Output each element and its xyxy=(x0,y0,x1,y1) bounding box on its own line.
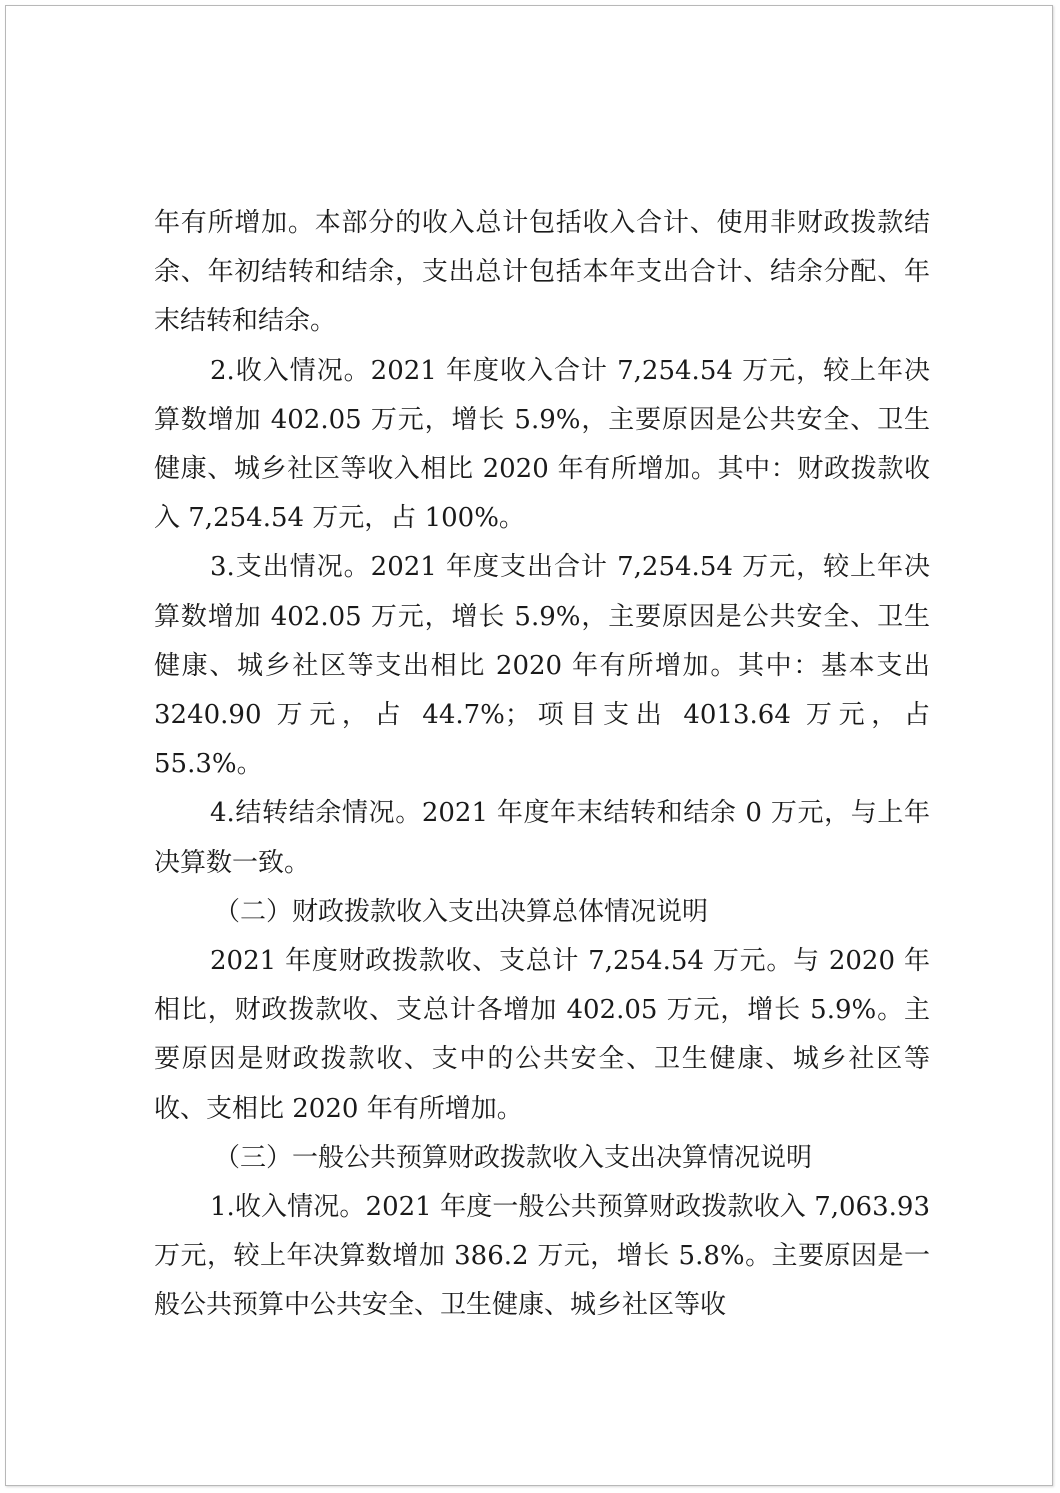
paragraph-carryover: 4.结转结余情况。2021 年度年末结转和结余 0 万元，与上年决算数一致。 xyxy=(154,798,930,878)
document-body xyxy=(154,199,930,1331)
section-heading-3: （三）一般公共预算财政拨款收入支出决算情况说明 xyxy=(214,1142,813,1173)
paragraph-general-budget-income: 1.收入情况。2021 年度一般公共预算财政拨款收入 7,063.93 万元，较上年决算数增加 386.2 万元，增长 5.8%。主要原因是一般公共预算中公共安全、卫生健康、城乡社区等收 xyxy=(154,1192,930,1321)
paragraph-fiscal-total: 2021 年度财政拨款收、支总计 7,254.54 万元。与 2020 年相比，财政拨款收、支总计各增加 402.05 万元，增长 5.9%。主要原因是财政拨款收、支中的公共安全、卫生健康、城乡社区等收、支相比 2020 年有所增加。 xyxy=(154,946,930,1124)
paragraph-expenditure: 3.支出情况。2021 年度支出合计 7,254.54 万元，较上年决算数增加 402.05 万元，增长 5.9%，主要原因是公共安全、卫生健康、城乡社区等支出相比 2020 年有所增加。其中：基本支出 3240.90 万元，占 44.7%；项目支出 4013.64 万元，占 55.3%。 xyxy=(154,552,930,780)
paragraph-income: 2.收入情况。2021 年度收入合计 7,254.54 万元，较上年决算数增加 402.05 万元，增长 5.9%，主要原因是公共安全、卫生健康、城乡社区等收入相比 2020 年有所增加。其中：财政拨款收入 7,254.54 万元，占 100%。 xyxy=(154,355,930,534)
section-heading-2: （二）财政拨款收入支出决算总体情况说明 xyxy=(214,896,709,927)
page xyxy=(5,5,1053,1486)
paragraph-continuation: 年有所增加。本部分的收入总计包括收入合计、使用非财政拨款结余、年初结转和结余，支出总计包括本年支出合计、结余分配、年末结转和结余。 xyxy=(154,208,930,337)
